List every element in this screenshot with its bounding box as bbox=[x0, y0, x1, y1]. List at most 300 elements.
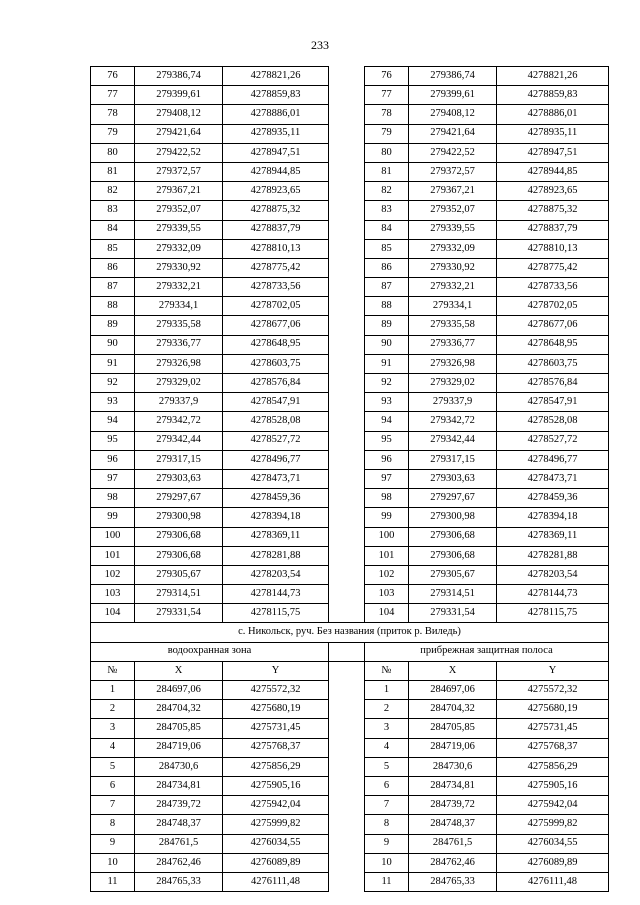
x-coordinate-right: 279329,02 bbox=[409, 374, 497, 393]
point-number-right: 90 bbox=[365, 335, 409, 354]
y-coordinate-left: 4278821,26 bbox=[223, 67, 329, 86]
point-number-right: 11 bbox=[365, 872, 409, 891]
column-gap bbox=[329, 124, 365, 143]
point-number-right: 83 bbox=[365, 201, 409, 220]
y-coordinate-right: 4278944,85 bbox=[497, 162, 609, 181]
point-number-left: 87 bbox=[91, 278, 135, 297]
x-coordinate-left: 284719,06 bbox=[135, 738, 223, 757]
x-coordinate-left: 279329,02 bbox=[135, 374, 223, 393]
x-coordinate-left: 284705,85 bbox=[135, 719, 223, 738]
x-coordinate-right: 279335,58 bbox=[409, 316, 497, 335]
y-coordinate-left: 4278702,05 bbox=[223, 297, 329, 316]
column-gap bbox=[329, 86, 365, 105]
x-coordinate-right: 279305,67 bbox=[409, 565, 497, 584]
table-row bbox=[91, 546, 609, 565]
y-coordinate-right: 4276034,55 bbox=[497, 834, 609, 853]
point-number-left: 6 bbox=[91, 776, 135, 795]
table-row bbox=[91, 527, 609, 546]
x-coordinate-right: 279399,61 bbox=[409, 86, 497, 105]
page-number: 233 bbox=[311, 38, 329, 52]
x-coordinate-left: 284734,81 bbox=[135, 776, 223, 795]
y-coordinate-right: 4276111,48 bbox=[497, 872, 609, 891]
x-coordinate-right: 279306,68 bbox=[409, 527, 497, 546]
y-coordinate-left: 4278944,85 bbox=[223, 162, 329, 181]
x-coordinate-right: 279330,92 bbox=[409, 258, 497, 277]
y-coordinate-right: 4275768,37 bbox=[497, 738, 609, 757]
point-number-right: 91 bbox=[365, 354, 409, 373]
table-row bbox=[91, 239, 609, 258]
point-number-left: 85 bbox=[91, 239, 135, 258]
column-gap bbox=[329, 796, 365, 815]
x-coordinate-left: 279332,21 bbox=[135, 278, 223, 297]
y-coordinate-left: 4278115,75 bbox=[223, 604, 329, 623]
y-coordinate-left: 4278547,91 bbox=[223, 393, 329, 412]
point-number-left: 2 bbox=[91, 700, 135, 719]
point-number-left: 92 bbox=[91, 374, 135, 393]
point-number-left: 88 bbox=[91, 297, 135, 316]
point-number-right: 89 bbox=[365, 316, 409, 335]
y-coordinate-left: 4278677,06 bbox=[223, 316, 329, 335]
point-number-right: 3 bbox=[365, 719, 409, 738]
column-gap bbox=[329, 393, 365, 412]
x-coordinate-left: 279386,74 bbox=[135, 67, 223, 86]
y-coordinate-left: 4275905,16 bbox=[223, 776, 329, 795]
column-gap bbox=[329, 700, 365, 719]
x-coordinate-left: 284730,6 bbox=[135, 757, 223, 776]
y-coordinate-left: 4275999,82 bbox=[223, 815, 329, 834]
y-coordinate-left: 4278528,08 bbox=[223, 412, 329, 431]
point-number-right: 5 bbox=[365, 757, 409, 776]
x-coordinate-right: 284739,72 bbox=[409, 796, 497, 815]
x-coordinate-left: 279306,68 bbox=[135, 546, 223, 565]
y-coordinate-right: 4278810,13 bbox=[497, 239, 609, 258]
column-gap bbox=[329, 604, 365, 623]
x-coordinate-right: 284748,37 bbox=[409, 815, 497, 834]
point-number-left: 100 bbox=[91, 527, 135, 546]
point-number-right: 80 bbox=[365, 143, 409, 162]
table-row bbox=[91, 719, 609, 738]
x-coordinate-right: 279303,63 bbox=[409, 469, 497, 488]
header-y-right: Y bbox=[497, 661, 609, 680]
point-number-left: 9 bbox=[91, 834, 135, 853]
point-number-left: 83 bbox=[91, 201, 135, 220]
table-row bbox=[91, 834, 609, 853]
y-coordinate-left: 4278496,77 bbox=[223, 450, 329, 469]
point-number-right: 92 bbox=[365, 374, 409, 393]
y-coordinate-right: 4278775,42 bbox=[497, 258, 609, 277]
x-coordinate-right: 284762,46 bbox=[409, 853, 497, 872]
bottom-coordinates-body bbox=[91, 681, 609, 892]
y-coordinate-right: 4278837,79 bbox=[497, 220, 609, 239]
header-x-right: X bbox=[409, 661, 497, 680]
point-number-left: 102 bbox=[91, 565, 135, 584]
point-number-right: 101 bbox=[365, 546, 409, 565]
point-number-left: 99 bbox=[91, 508, 135, 527]
point-number-left: 103 bbox=[91, 585, 135, 604]
x-coordinate-left: 279339,55 bbox=[135, 220, 223, 239]
x-coordinate-left: 284748,37 bbox=[135, 815, 223, 834]
x-coordinate-left: 279335,58 bbox=[135, 316, 223, 335]
table-row bbox=[91, 508, 609, 527]
header-gap bbox=[329, 661, 365, 680]
column-gap bbox=[329, 757, 365, 776]
point-number-left: 80 bbox=[91, 143, 135, 162]
y-coordinate-right: 4278281,88 bbox=[497, 546, 609, 565]
point-number-left: 76 bbox=[91, 67, 135, 86]
x-coordinate-left: 279342,44 bbox=[135, 431, 223, 450]
column-gap bbox=[329, 431, 365, 450]
column-gap bbox=[329, 239, 365, 258]
point-number-right: 104 bbox=[365, 604, 409, 623]
y-coordinate-right: 4275572,32 bbox=[497, 681, 609, 700]
point-number-left: 94 bbox=[91, 412, 135, 431]
point-number-right: 78 bbox=[365, 105, 409, 124]
x-coordinate-left: 279303,63 bbox=[135, 469, 223, 488]
column-gap bbox=[329, 67, 365, 86]
table-row bbox=[91, 258, 609, 277]
y-coordinate-right: 4275856,29 bbox=[497, 757, 609, 776]
point-number-left: 7 bbox=[91, 796, 135, 815]
y-coordinate-right: 4276089,89 bbox=[497, 853, 609, 872]
column-gap bbox=[329, 412, 365, 431]
point-number-right: 79 bbox=[365, 124, 409, 143]
y-coordinate-right: 4278576,84 bbox=[497, 374, 609, 393]
table-row bbox=[91, 297, 609, 316]
y-coordinate-right: 4278528,08 bbox=[497, 412, 609, 431]
y-coordinate-left: 4278947,51 bbox=[223, 143, 329, 162]
x-coordinate-right: 279334,1 bbox=[409, 297, 497, 316]
table-row bbox=[91, 105, 609, 124]
table-row bbox=[91, 162, 609, 181]
point-number-right: 84 bbox=[365, 220, 409, 239]
x-coordinate-right: 279386,74 bbox=[409, 67, 497, 86]
y-coordinate-left: 4275942,04 bbox=[223, 796, 329, 815]
section-header bbox=[91, 623, 609, 681]
point-number-right: 87 bbox=[365, 278, 409, 297]
y-coordinate-left: 4275768,37 bbox=[223, 738, 329, 757]
point-number-left: 79 bbox=[91, 124, 135, 143]
table-row bbox=[91, 565, 609, 584]
y-coordinate-right: 4278923,65 bbox=[497, 182, 609, 201]
point-number-left: 81 bbox=[91, 162, 135, 181]
x-coordinate-left: 279300,98 bbox=[135, 508, 223, 527]
column-gap bbox=[329, 546, 365, 565]
zone-gap bbox=[329, 642, 365, 661]
x-coordinate-right: 279352,07 bbox=[409, 201, 497, 220]
x-coordinate-left: 279367,21 bbox=[135, 182, 223, 201]
table-row bbox=[91, 469, 609, 488]
column-gap bbox=[329, 316, 365, 335]
x-coordinate-right: 279306,68 bbox=[409, 546, 497, 565]
x-coordinate-right: 284765,33 bbox=[409, 872, 497, 891]
table-row bbox=[91, 124, 609, 143]
point-number-right: 86 bbox=[365, 258, 409, 277]
point-number-right: 85 bbox=[365, 239, 409, 258]
table-row bbox=[91, 489, 609, 508]
x-coordinate-left: 279408,12 bbox=[135, 105, 223, 124]
column-gap bbox=[329, 738, 365, 757]
point-number-left: 10 bbox=[91, 853, 135, 872]
y-coordinate-right: 4278859,83 bbox=[497, 86, 609, 105]
table-row bbox=[91, 604, 609, 623]
table-row bbox=[91, 143, 609, 162]
y-coordinate-right: 4278603,75 bbox=[497, 354, 609, 373]
point-number-right: 81 bbox=[365, 162, 409, 181]
y-coordinate-right: 4278144,73 bbox=[497, 585, 609, 604]
column-gap bbox=[329, 105, 365, 124]
column-gap bbox=[329, 450, 365, 469]
x-coordinate-left: 279372,57 bbox=[135, 162, 223, 181]
point-number-right: 100 bbox=[365, 527, 409, 546]
x-coordinate-right: 279342,72 bbox=[409, 412, 497, 431]
y-coordinate-left: 4278369,11 bbox=[223, 527, 329, 546]
point-number-left: 96 bbox=[91, 450, 135, 469]
x-coordinate-right: 279372,57 bbox=[409, 162, 497, 181]
y-coordinate-right: 4278821,26 bbox=[497, 67, 609, 86]
y-coordinate-left: 4278527,72 bbox=[223, 431, 329, 450]
y-coordinate-right: 4278473,71 bbox=[497, 469, 609, 488]
y-coordinate-right: 4278369,11 bbox=[497, 527, 609, 546]
y-coordinate-left: 4276034,55 bbox=[223, 834, 329, 853]
header-number: № bbox=[91, 661, 135, 680]
x-coordinate-left: 279422,52 bbox=[135, 143, 223, 162]
y-coordinate-right: 4278947,51 bbox=[497, 143, 609, 162]
point-number-left: 86 bbox=[91, 258, 135, 277]
x-coordinate-right: 279422,52 bbox=[409, 143, 497, 162]
y-coordinate-left: 4278859,83 bbox=[223, 86, 329, 105]
column-gap bbox=[329, 681, 365, 700]
x-coordinate-left: 279326,98 bbox=[135, 354, 223, 373]
x-coordinate-right: 284697,06 bbox=[409, 681, 497, 700]
x-coordinate-left: 279342,72 bbox=[135, 412, 223, 431]
table-row bbox=[91, 450, 609, 469]
column-gap bbox=[329, 469, 365, 488]
left-zone-title: водоохранная зона bbox=[91, 642, 329, 661]
x-coordinate-right: 279342,44 bbox=[409, 431, 497, 450]
x-coordinate-left: 279352,07 bbox=[135, 201, 223, 220]
point-number-right: 77 bbox=[365, 86, 409, 105]
table-row bbox=[91, 220, 609, 239]
y-coordinate-right: 4278203,54 bbox=[497, 565, 609, 584]
column-gap bbox=[329, 527, 365, 546]
y-coordinate-left: 4275680,19 bbox=[223, 700, 329, 719]
table-row bbox=[91, 872, 609, 891]
x-coordinate-right: 279408,12 bbox=[409, 105, 497, 124]
y-coordinate-right: 4278459,36 bbox=[497, 489, 609, 508]
y-coordinate-right: 4278394,18 bbox=[497, 508, 609, 527]
point-number-right: 96 bbox=[365, 450, 409, 469]
column-gap bbox=[329, 201, 365, 220]
point-number-right: 98 bbox=[365, 489, 409, 508]
y-coordinate-left: 4275856,29 bbox=[223, 757, 329, 776]
table-row bbox=[91, 335, 609, 354]
coordinate-table bbox=[90, 66, 609, 892]
x-coordinate-right: 284719,06 bbox=[409, 738, 497, 757]
point-number-right: 102 bbox=[365, 565, 409, 584]
table-row bbox=[91, 738, 609, 757]
column-gap bbox=[329, 162, 365, 181]
y-coordinate-right: 4278733,56 bbox=[497, 278, 609, 297]
table-row bbox=[91, 393, 609, 412]
y-coordinate-right: 4278702,05 bbox=[497, 297, 609, 316]
y-coordinate-left: 4278394,18 bbox=[223, 508, 329, 527]
x-coordinate-right: 279331,54 bbox=[409, 604, 497, 623]
y-coordinate-left: 4278775,42 bbox=[223, 258, 329, 277]
y-coordinate-left: 4278459,36 bbox=[223, 489, 329, 508]
point-number-left: 97 bbox=[91, 469, 135, 488]
column-gap bbox=[329, 182, 365, 201]
y-coordinate-left: 4276111,48 bbox=[223, 872, 329, 891]
point-number-right: 82 bbox=[365, 182, 409, 201]
x-coordinate-right: 279339,55 bbox=[409, 220, 497, 239]
y-coordinate-right: 4278115,75 bbox=[497, 604, 609, 623]
table-row bbox=[91, 815, 609, 834]
x-coordinate-right: 284730,6 bbox=[409, 757, 497, 776]
table-row bbox=[91, 585, 609, 604]
y-coordinate-left: 4278144,73 bbox=[223, 585, 329, 604]
x-coordinate-left: 279331,54 bbox=[135, 604, 223, 623]
x-coordinate-left: 284697,06 bbox=[135, 681, 223, 700]
column-gap bbox=[329, 335, 365, 354]
y-coordinate-left: 4278875,32 bbox=[223, 201, 329, 220]
point-number-left: 93 bbox=[91, 393, 135, 412]
x-coordinate-right: 279367,21 bbox=[409, 182, 497, 201]
point-number-right: 94 bbox=[365, 412, 409, 431]
table-row bbox=[91, 412, 609, 431]
column-gap bbox=[329, 297, 365, 316]
column-gap bbox=[329, 585, 365, 604]
x-coordinate-left: 279297,67 bbox=[135, 489, 223, 508]
column-gap bbox=[329, 853, 365, 872]
point-number-right: 93 bbox=[365, 393, 409, 412]
x-coordinate-left: 284739,72 bbox=[135, 796, 223, 815]
x-coordinate-right: 284705,85 bbox=[409, 719, 497, 738]
column-gap bbox=[329, 872, 365, 891]
point-number-left: 5 bbox=[91, 757, 135, 776]
table-row bbox=[91, 316, 609, 335]
y-coordinate-right: 4278648,95 bbox=[497, 335, 609, 354]
table-row bbox=[91, 86, 609, 105]
x-coordinate-right: 279336,77 bbox=[409, 335, 497, 354]
column-gap bbox=[329, 719, 365, 738]
y-coordinate-left: 4278473,71 bbox=[223, 469, 329, 488]
point-number-left: 4 bbox=[91, 738, 135, 757]
x-coordinate-left: 279399,61 bbox=[135, 86, 223, 105]
y-coordinate-right: 4278886,01 bbox=[497, 105, 609, 124]
y-coordinate-right: 4278875,32 bbox=[497, 201, 609, 220]
point-number-left: 77 bbox=[91, 86, 135, 105]
x-coordinate-left: 279334,1 bbox=[135, 297, 223, 316]
y-coordinate-left: 4278603,75 bbox=[223, 354, 329, 373]
x-coordinate-right: 279317,15 bbox=[409, 450, 497, 469]
table-row bbox=[91, 201, 609, 220]
point-number-right: 103 bbox=[365, 585, 409, 604]
y-coordinate-right: 4278496,77 bbox=[497, 450, 609, 469]
column-gap bbox=[329, 354, 365, 373]
x-coordinate-right: 279326,98 bbox=[409, 354, 497, 373]
x-coordinate-left: 279336,77 bbox=[135, 335, 223, 354]
x-coordinate-left: 279421,64 bbox=[135, 124, 223, 143]
x-coordinate-right: 279332,21 bbox=[409, 278, 497, 297]
y-coordinate-left: 4278935,11 bbox=[223, 124, 329, 143]
x-coordinate-left: 279314,51 bbox=[135, 585, 223, 604]
y-coordinate-left: 4278648,95 bbox=[223, 335, 329, 354]
y-coordinate-right: 4275999,82 bbox=[497, 815, 609, 834]
column-gap bbox=[329, 815, 365, 834]
point-number-right: 2 bbox=[365, 700, 409, 719]
point-number-left: 3 bbox=[91, 719, 135, 738]
column-gap bbox=[329, 489, 365, 508]
table-row bbox=[91, 67, 609, 86]
column-gap bbox=[329, 258, 365, 277]
y-coordinate-right: 4275905,16 bbox=[497, 776, 609, 795]
point-number-right: 95 bbox=[365, 431, 409, 450]
point-number-right: 76 bbox=[365, 67, 409, 86]
table-row bbox=[91, 681, 609, 700]
point-number-left: 98 bbox=[91, 489, 135, 508]
column-gap bbox=[329, 565, 365, 584]
y-coordinate-right: 4278547,91 bbox=[497, 393, 609, 412]
table-row bbox=[91, 431, 609, 450]
top-coordinates-body bbox=[91, 67, 609, 623]
y-coordinate-left: 4278733,56 bbox=[223, 278, 329, 297]
x-coordinate-left: 284704,32 bbox=[135, 700, 223, 719]
x-coordinate-left: 279330,92 bbox=[135, 258, 223, 277]
point-number-right: 9 bbox=[365, 834, 409, 853]
x-coordinate-right: 279332,09 bbox=[409, 239, 497, 258]
column-gap bbox=[329, 220, 365, 239]
point-number-right: 4 bbox=[365, 738, 409, 757]
y-coordinate-right: 4275680,19 bbox=[497, 700, 609, 719]
x-coordinate-right: 279297,67 bbox=[409, 489, 497, 508]
x-coordinate-right: 279300,98 bbox=[409, 508, 497, 527]
y-coordinate-left: 4278837,79 bbox=[223, 220, 329, 239]
point-number-right: 8 bbox=[365, 815, 409, 834]
y-coordinate-right: 4278677,06 bbox=[497, 316, 609, 335]
point-number-right: 97 bbox=[365, 469, 409, 488]
point-number-left: 91 bbox=[91, 354, 135, 373]
y-coordinate-left: 4278281,88 bbox=[223, 546, 329, 565]
section-title: с. Никольск, руч. Без названия (приток р. Виледь) bbox=[91, 623, 609, 642]
column-gap bbox=[329, 278, 365, 297]
x-coordinate-left: 279306,68 bbox=[135, 527, 223, 546]
point-number-left: 82 bbox=[91, 182, 135, 201]
x-coordinate-left: 279332,09 bbox=[135, 239, 223, 258]
x-coordinate-right: 279337,9 bbox=[409, 393, 497, 412]
x-coordinate-left: 284761,5 bbox=[135, 834, 223, 853]
x-coordinate-right: 279421,64 bbox=[409, 124, 497, 143]
point-number-left: 84 bbox=[91, 220, 135, 239]
x-coordinate-left: 279317,15 bbox=[135, 450, 223, 469]
point-number-right: 6 bbox=[365, 776, 409, 795]
x-coordinate-left: 284762,46 bbox=[135, 853, 223, 872]
y-coordinate-left: 4278886,01 bbox=[223, 105, 329, 124]
table-row bbox=[91, 278, 609, 297]
x-coordinate-right: 284734,81 bbox=[409, 776, 497, 795]
column-gap bbox=[329, 834, 365, 853]
point-number-left: 104 bbox=[91, 604, 135, 623]
y-coordinate-right: 4275731,45 bbox=[497, 719, 609, 738]
point-number-right: 88 bbox=[365, 297, 409, 316]
point-number-left: 95 bbox=[91, 431, 135, 450]
x-coordinate-left: 279337,9 bbox=[135, 393, 223, 412]
point-number-left: 8 bbox=[91, 815, 135, 834]
point-number-right: 99 bbox=[365, 508, 409, 527]
table-row bbox=[91, 374, 609, 393]
column-gap bbox=[329, 508, 365, 527]
y-coordinate-left: 4278923,65 bbox=[223, 182, 329, 201]
column-gap bbox=[329, 143, 365, 162]
